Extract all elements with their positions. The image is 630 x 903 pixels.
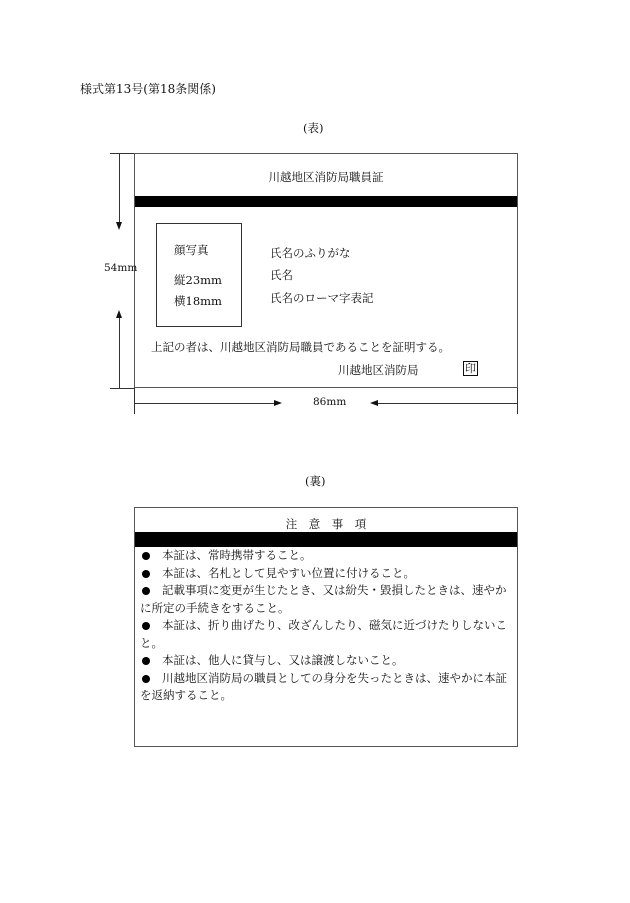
official-seal: 印 [465, 362, 476, 375]
notes-list [140, 547, 515, 705]
arrow-down-icon [116, 222, 122, 230]
notes-heading: 注 意 事 項 [285, 517, 367, 531]
dim-width-line-left [134, 403, 274, 404]
id-card-front [134, 153, 518, 388]
photo-height-text: 縦23mm [174, 273, 222, 287]
back-header-band [135, 532, 517, 547]
field-name-romaji: 氏名のローマ字表記 [270, 291, 374, 305]
issuer-name: 川越地区消防局 [338, 363, 419, 377]
arrow-up-icon [116, 310, 122, 318]
list-item [140, 670, 515, 705]
front-label: (表) [303, 121, 324, 135]
note-text: 本証は、他人に貸与し、又は譲渡しないこと。 [162, 653, 404, 667]
list-item [140, 565, 515, 583]
note-text: 本証は、名札として見やすい位置に付けること。 [162, 565, 415, 580]
card-title: 川越地区消防局職員証 [268, 170, 384, 184]
field-name-furigana: 氏名のふりがな [270, 246, 351, 260]
note-text: 川越地区消防局の職員としての身分を失ったときは、速やかに本証を返納すること。 [140, 670, 507, 702]
arrow-right-icon [274, 400, 282, 406]
bullet-icon [142, 552, 150, 560]
dimension-height-label: 54mm [104, 262, 138, 274]
dim-width-line-right [378, 403, 517, 404]
dimension-width-label: 86mm [313, 396, 347, 408]
field-name: 氏名 [270, 268, 293, 282]
certification-text: 上記の者は、川越地区消防局職員であることを証明する。 [151, 340, 450, 354]
note-text: 本証は、折り曲げたり、改ざんしたり、磁気に近づけたりしないこと。 [140, 618, 507, 650]
note-text: 本証は、常時携帯すること。 [162, 548, 312, 562]
photo-width-text: 横18mm [174, 294, 222, 308]
header-band [135, 196, 517, 207]
list-item [140, 582, 515, 617]
dim-left-tick [134, 388, 135, 414]
list-item [140, 617, 515, 652]
bullet-icon [142, 570, 150, 578]
back-label: (裏) [305, 474, 326, 488]
form-title: 様式第13号(第18条関係) [80, 82, 216, 96]
photo-label: 顔写真 [174, 243, 209, 257]
dim-right-tick [517, 388, 518, 414]
arrow-left-icon [370, 400, 378, 406]
bullet-icon [142, 675, 150, 683]
dim-height-line-top [119, 153, 120, 225]
dim-top-tick [110, 153, 134, 154]
note-text: 記載事項に変更が生じたとき、又は紛失・毀損したときは、速やかに所定の手続きをすること。 [140, 583, 507, 615]
dim-bottom-tick [110, 388, 134, 389]
photo-placeholder [156, 223, 242, 327]
list-item [140, 652, 515, 670]
bullet-icon [142, 587, 150, 595]
bullet-icon [142, 657, 150, 665]
bullet-icon [142, 622, 150, 630]
dim-height-line-bottom [119, 318, 120, 388]
list-item [140, 547, 515, 565]
